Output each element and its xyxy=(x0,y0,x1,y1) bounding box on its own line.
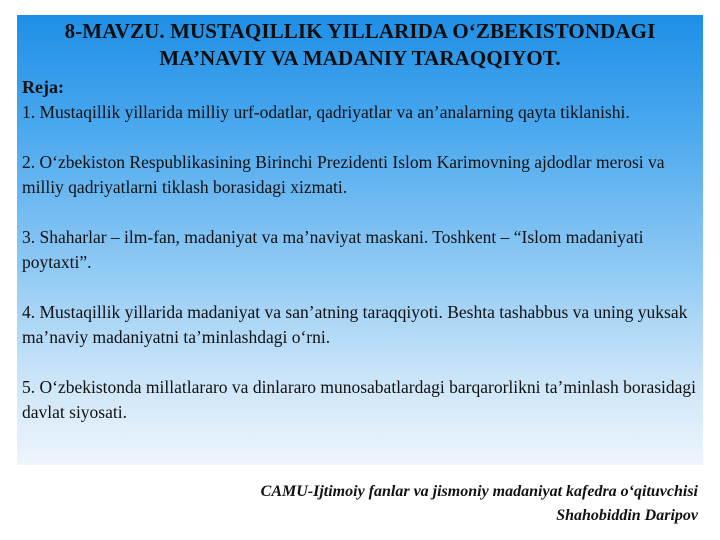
plan-item-5: 5. O‘zbekistonda millatlararo va dinlararo munosabatlardagi barqarorlikni ta’minlash borasidagi davlat siyosati. xyxy=(22,377,697,422)
plan-list xyxy=(22,100,702,450)
plan-item-2: 2. O‘zbekiston Respublikasining Birinchi Prezidenti Islom Karimovning ajdodlar merosi va milliy qadriyatlarni tiklash borasidagi xizmati. xyxy=(22,152,665,197)
title-line-2: MA’NAVIY VA MADANIY TARAQQIYOT. xyxy=(159,46,561,70)
plan-item-3: 3. Shaharlar – ilm-fan, madaniyat va ma’naviyat maskani. Toshkent – “Islom madaniyati poytaxti”. xyxy=(22,227,644,272)
author-department: CAMU-Ijtimoiy fanlar va jismoniy madaniyat kafedra o‘qituvchisi xyxy=(260,483,698,500)
slide-title xyxy=(17,18,703,72)
author-credit xyxy=(261,480,698,528)
plan-item-4: 4. Mustaqillik yillarida madaniyat va san’atning taraqqiyoti. Beshta tashabbus va uning yuksak ma’naviy madaniyatni ta’minlashdagi o‘rni. xyxy=(22,302,688,347)
plan-label: Reja: xyxy=(22,77,64,97)
author-name: Shahobiddin Daripov xyxy=(556,507,698,524)
plan-item-1: 1. Mustaqillik yillarida milliy urf-odatlar, qadriyatlar va an’analarning qayta tiklanishi. xyxy=(22,102,630,122)
title-line-1: 8-MAVZU. MUSTAQILLIK YILLARIDA O‘ZBEKISTONDAGI xyxy=(64,19,656,43)
